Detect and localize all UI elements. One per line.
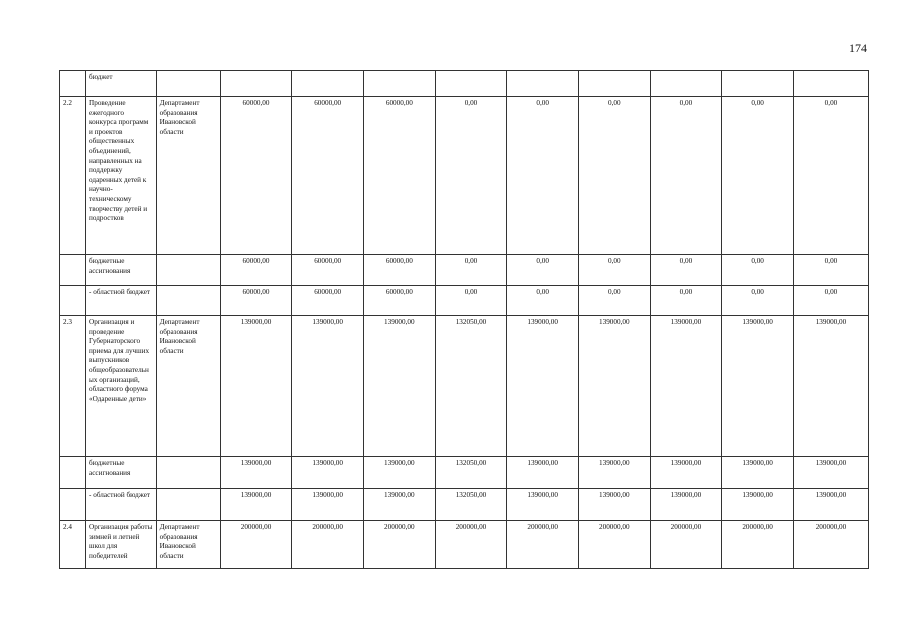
row-number-cell: 2.4 bbox=[60, 521, 86, 569]
row-number-cell bbox=[60, 489, 86, 521]
value-cell: 0,00 bbox=[650, 97, 722, 255]
value-cell: 139000,00 bbox=[793, 316, 868, 457]
value-cell: 139000,00 bbox=[220, 316, 292, 457]
value-cell: 60000,00 bbox=[292, 286, 364, 316]
value-cell: 139000,00 bbox=[722, 316, 794, 457]
value-cell: 0,00 bbox=[722, 255, 794, 286]
value-cell: 0,00 bbox=[435, 286, 507, 316]
activity-name-cell: бюджетные ассигнования bbox=[86, 255, 157, 286]
value-cell: 200000,00 bbox=[507, 521, 579, 569]
table-row bbox=[60, 521, 869, 569]
value-cell: 60000,00 bbox=[292, 97, 364, 255]
value-cell: 60000,00 bbox=[220, 286, 292, 316]
value-cell: 60000,00 bbox=[220, 97, 292, 255]
value-cell: 139000,00 bbox=[650, 489, 722, 521]
table-row bbox=[60, 71, 869, 97]
value-cell: 0,00 bbox=[722, 286, 794, 316]
value-cell: 139000,00 bbox=[578, 457, 650, 489]
value-cell: 200000,00 bbox=[292, 521, 364, 569]
value-cell: 139000,00 bbox=[220, 489, 292, 521]
value-cell: 139000,00 bbox=[578, 316, 650, 457]
value-cell: 60000,00 bbox=[364, 97, 436, 255]
value-cell bbox=[435, 71, 507, 97]
table-row bbox=[60, 255, 869, 286]
value-cell: 0,00 bbox=[578, 97, 650, 255]
activity-name-cell: бюджетные ассигнования bbox=[86, 457, 157, 489]
value-cell: 0,00 bbox=[793, 286, 868, 316]
row-number-cell bbox=[60, 286, 86, 316]
value-cell: 60000,00 bbox=[364, 286, 436, 316]
value-cell bbox=[364, 71, 436, 97]
value-cell: 0,00 bbox=[435, 97, 507, 255]
value-cell: 139000,00 bbox=[650, 316, 722, 457]
value-cell bbox=[793, 71, 868, 97]
value-cell: 200000,00 bbox=[578, 521, 650, 569]
executor-cell: Департамент образования Ивановской области bbox=[156, 521, 220, 569]
value-cell: 139000,00 bbox=[578, 489, 650, 521]
value-cell: 0,00 bbox=[507, 286, 579, 316]
value-cell: 139000,00 bbox=[722, 489, 794, 521]
value-cell: 132050,00 bbox=[435, 457, 507, 489]
value-cell: 200000,00 bbox=[793, 521, 868, 569]
executor-cell bbox=[156, 71, 220, 97]
row-number-cell: 2.3 bbox=[60, 316, 86, 457]
value-cell: 139000,00 bbox=[793, 489, 868, 521]
value-cell: 139000,00 bbox=[364, 457, 436, 489]
value-cell: 0,00 bbox=[793, 97, 868, 255]
executor-cell bbox=[156, 457, 220, 489]
activity-name-cell: Организация работы зимней и летней школ для победителей bbox=[86, 521, 157, 569]
value-cell: 139000,00 bbox=[292, 316, 364, 457]
value-cell: 200000,00 bbox=[722, 521, 794, 569]
table-row bbox=[60, 316, 869, 457]
value-cell: 200000,00 bbox=[435, 521, 507, 569]
value-cell bbox=[507, 71, 579, 97]
value-cell: 139000,00 bbox=[364, 489, 436, 521]
value-cell: 132050,00 bbox=[435, 316, 507, 457]
activity-name-cell: - областной бюджет bbox=[86, 489, 157, 521]
row-number-cell bbox=[60, 255, 86, 286]
budget-table bbox=[59, 70, 869, 569]
value-cell: 0,00 bbox=[650, 286, 722, 316]
value-cell: 139000,00 bbox=[793, 457, 868, 489]
executor-cell bbox=[156, 255, 220, 286]
value-cell: 200000,00 bbox=[650, 521, 722, 569]
value-cell: 0,00 bbox=[507, 97, 579, 255]
value-cell: 139000,00 bbox=[650, 457, 722, 489]
value-cell: 139000,00 bbox=[292, 457, 364, 489]
value-cell: 200000,00 bbox=[220, 521, 292, 569]
value-cell bbox=[292, 71, 364, 97]
row-number-cell bbox=[60, 457, 86, 489]
value-cell: 0,00 bbox=[507, 255, 579, 286]
table-row bbox=[60, 286, 869, 316]
table-body bbox=[60, 71, 869, 569]
value-cell: 139000,00 bbox=[507, 457, 579, 489]
value-cell: 139000,00 bbox=[220, 457, 292, 489]
value-cell bbox=[650, 71, 722, 97]
executor-cell bbox=[156, 489, 220, 521]
value-cell: 0,00 bbox=[578, 286, 650, 316]
executor-cell bbox=[156, 286, 220, 316]
value-cell: 0,00 bbox=[722, 97, 794, 255]
value-cell: 0,00 bbox=[650, 255, 722, 286]
value-cell: 139000,00 bbox=[364, 316, 436, 457]
value-cell: 0,00 bbox=[435, 255, 507, 286]
activity-name-cell: Проведение ежегодного конкурса программ и проектов общественных объединений, направленных на поддержку одаренных детей к научно-техническому творчеству детей и подростков bbox=[86, 97, 157, 255]
value-cell: 60000,00 bbox=[292, 255, 364, 286]
activity-name-cell: бюджет bbox=[86, 71, 157, 97]
value-cell bbox=[578, 71, 650, 97]
executor-cell: Департамент образования Ивановской области bbox=[156, 97, 220, 255]
table-row bbox=[60, 97, 869, 255]
value-cell: 0,00 bbox=[578, 255, 650, 286]
activity-name-cell: - областной бюджет bbox=[86, 286, 157, 316]
value-cell: 139000,00 bbox=[292, 489, 364, 521]
value-cell: 139000,00 bbox=[507, 489, 579, 521]
page-number: 174 bbox=[849, 41, 867, 55]
value-cell bbox=[722, 71, 794, 97]
value-cell: 132050,00 bbox=[435, 489, 507, 521]
table-row bbox=[60, 489, 869, 521]
value-cell: 0,00 bbox=[793, 255, 868, 286]
executor-cell: Департамент образования Ивановской области bbox=[156, 316, 220, 457]
activity-name-cell: Организация и проведение Губернаторского приема для лучших выпускников общеобразовательных организаций, областного форума «Одаренные дети» bbox=[86, 316, 157, 457]
value-cell: 60000,00 bbox=[220, 255, 292, 286]
value-cell: 139000,00 bbox=[507, 316, 579, 457]
table-row bbox=[60, 457, 869, 489]
row-number-cell: 2.2 bbox=[60, 97, 86, 255]
row-number-cell bbox=[60, 71, 86, 97]
value-cell bbox=[220, 71, 292, 97]
value-cell: 60000,00 bbox=[364, 255, 436, 286]
value-cell: 200000,00 bbox=[364, 521, 436, 569]
value-cell: 139000,00 bbox=[722, 457, 794, 489]
